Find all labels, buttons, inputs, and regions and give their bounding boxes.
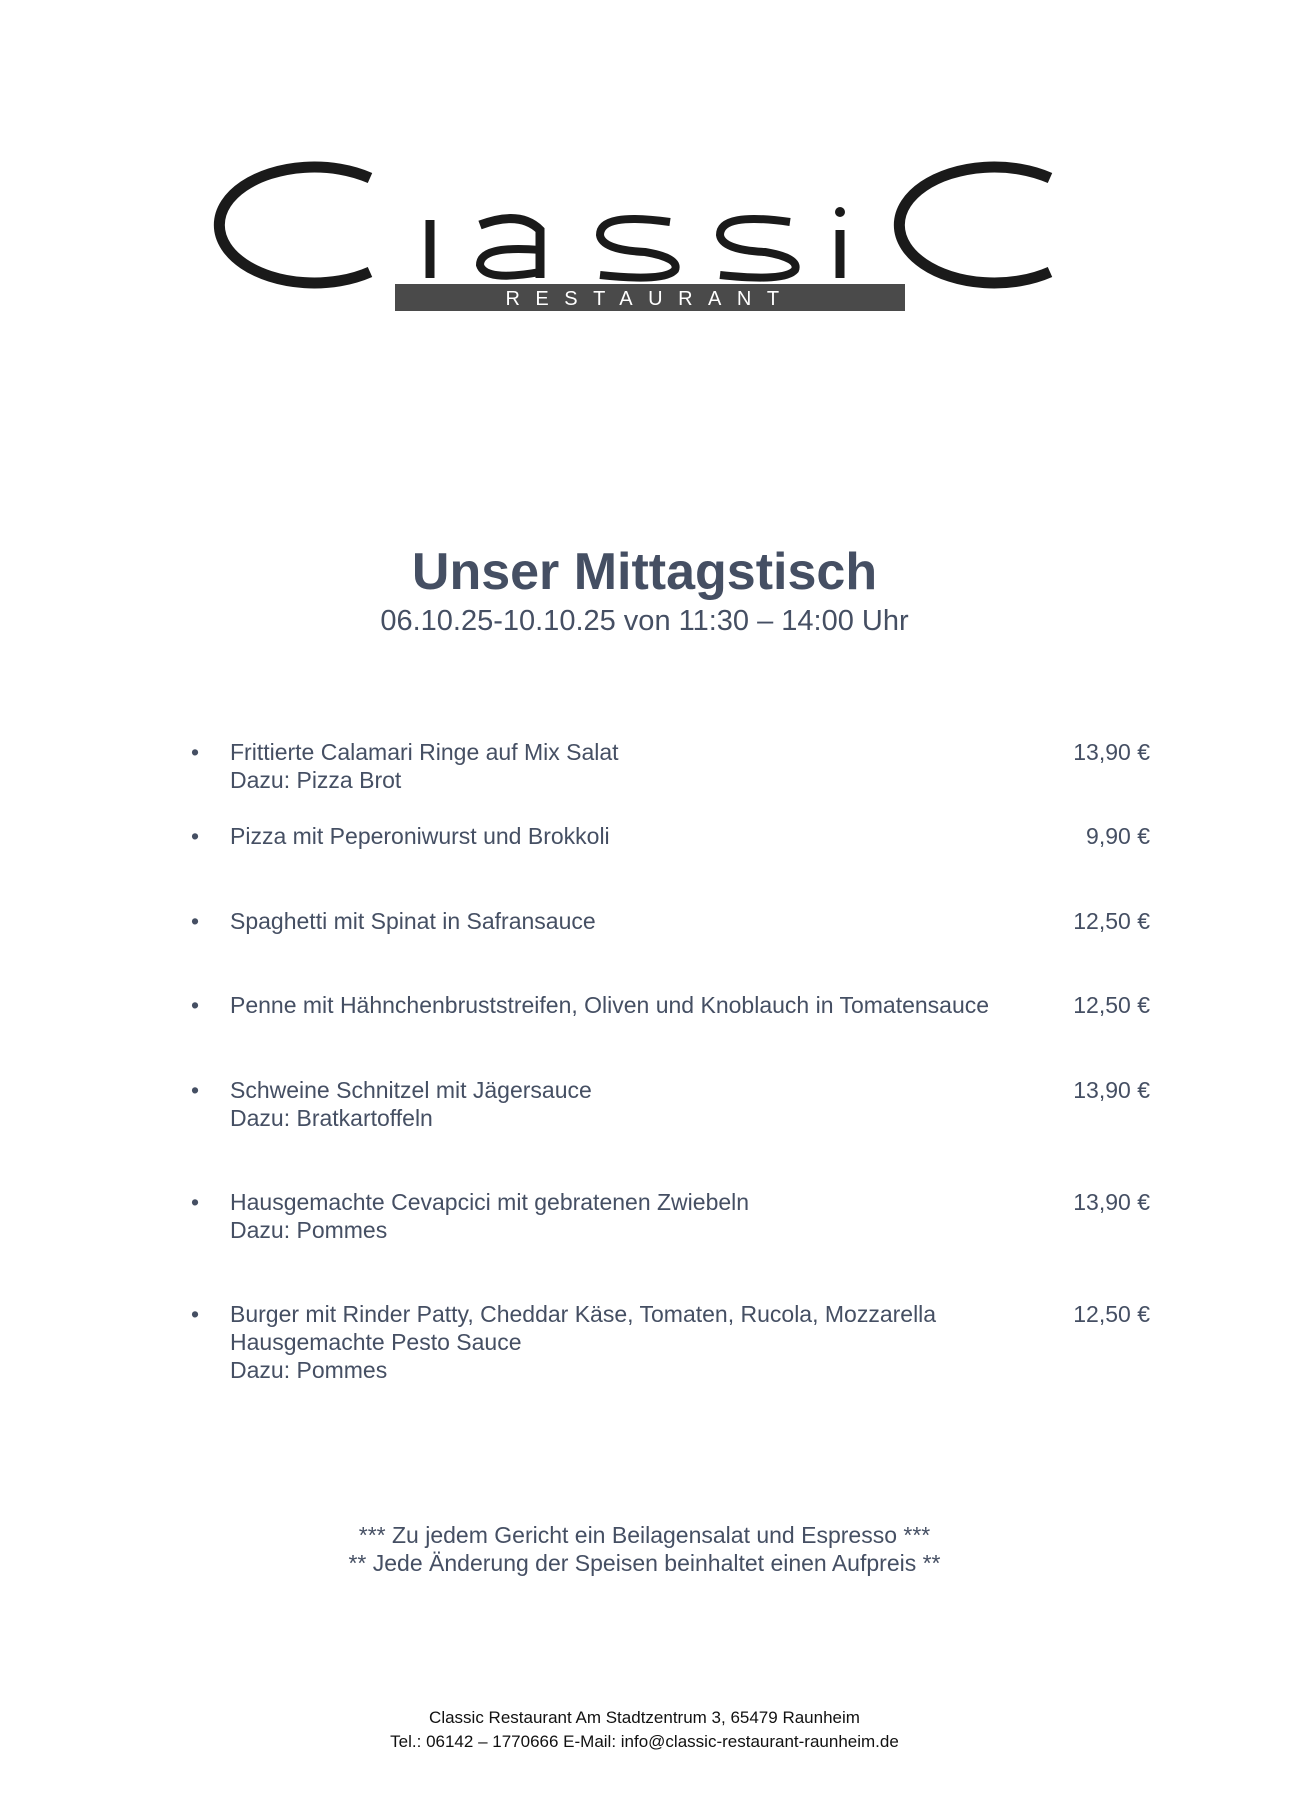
menu-item-description xyxy=(230,991,989,1019)
menu-item-price: 12,50 € xyxy=(1073,1301,1150,1327)
bullet-icon: • xyxy=(190,1189,200,1215)
menu-item-line: Spaghetti mit Spinat in Safransauce xyxy=(230,908,596,934)
menu-item-line: Pizza mit Peperoniwurst und Brokkoli xyxy=(230,823,610,849)
menu-item-line: Burger mit Rinder Patty, Cheddar Käse, Tomaten, Rucola, Mozzarella xyxy=(230,1301,937,1327)
menu-item-price: 9,90 € xyxy=(1086,823,1150,849)
bullet-icon: • xyxy=(190,992,200,1018)
menu-item-price: 13,90 € xyxy=(1073,1189,1150,1215)
bullet-icon: • xyxy=(190,908,200,934)
menu-item-line: Schweine Schnitzel mit Jägersauce xyxy=(230,1077,592,1103)
menu-item-description xyxy=(230,738,619,794)
page-title: Unser Mittagstisch xyxy=(411,543,878,601)
menu-item-line: Frittierte Calamari Ringe auf Mix Salat xyxy=(230,739,619,765)
menu-item-price: 13,90 € xyxy=(1073,739,1150,765)
menu-notes xyxy=(0,1521,1289,1577)
footer xyxy=(0,1706,1289,1754)
date-range: 06.10.25-10.10.25 von 11:30 – 14:00 Uhr xyxy=(380,605,909,637)
menu-item-line: Hausgemachte Pesto Sauce xyxy=(230,1329,522,1355)
note-line: *** Zu jedem Gericht ein Beilagensalat und Espresso *** xyxy=(358,1522,931,1548)
menu-item-line: Dazu: Pizza Brot xyxy=(230,767,402,793)
note-line: ** Jede Änderung der Speisen beinhaltet einen Aufpreis ** xyxy=(348,1550,941,1576)
menu-item-description xyxy=(230,1188,749,1244)
menu-item-line: Dazu: Pommes xyxy=(230,1357,388,1383)
footer-contact: Tel.: 06142 – 1770666 E-Mail: info@classic-restaurant-raunheim.de xyxy=(390,1732,899,1751)
menu-item-price: 12,50 € xyxy=(1073,992,1150,1018)
menu-item-price: 13,90 € xyxy=(1073,1077,1150,1103)
restaurant-logo xyxy=(190,150,1110,320)
menu-item-line: Penne mit Hähnchenbruststreifen, Oliven und Knoblauch in Tomatensauce xyxy=(230,992,990,1018)
bullet-icon: • xyxy=(190,1301,200,1327)
menu-item-description xyxy=(230,907,596,935)
bullet-icon: • xyxy=(190,1077,200,1103)
menu-item-line: Dazu: Pommes xyxy=(230,1217,388,1243)
menu-item-price: 12,50 € xyxy=(1073,908,1150,934)
menu-item-description xyxy=(230,1076,592,1132)
menu-item-line: Dazu: Bratkartoffeln xyxy=(230,1105,433,1131)
bullet-icon: • xyxy=(190,823,200,849)
footer-address: Classic Restaurant Am Stadtzentrum 3, 65479 Raunheim xyxy=(429,1708,860,1727)
bullet-icon: • xyxy=(190,739,200,765)
menu-item-description xyxy=(230,1300,936,1384)
menu-item-description xyxy=(230,822,610,850)
svg-text:RESTAURANT: RESTAURANT xyxy=(505,288,795,310)
menu-item-line: Hausgemachte Cevapcici mit gebratenen Zwiebeln xyxy=(230,1189,750,1215)
